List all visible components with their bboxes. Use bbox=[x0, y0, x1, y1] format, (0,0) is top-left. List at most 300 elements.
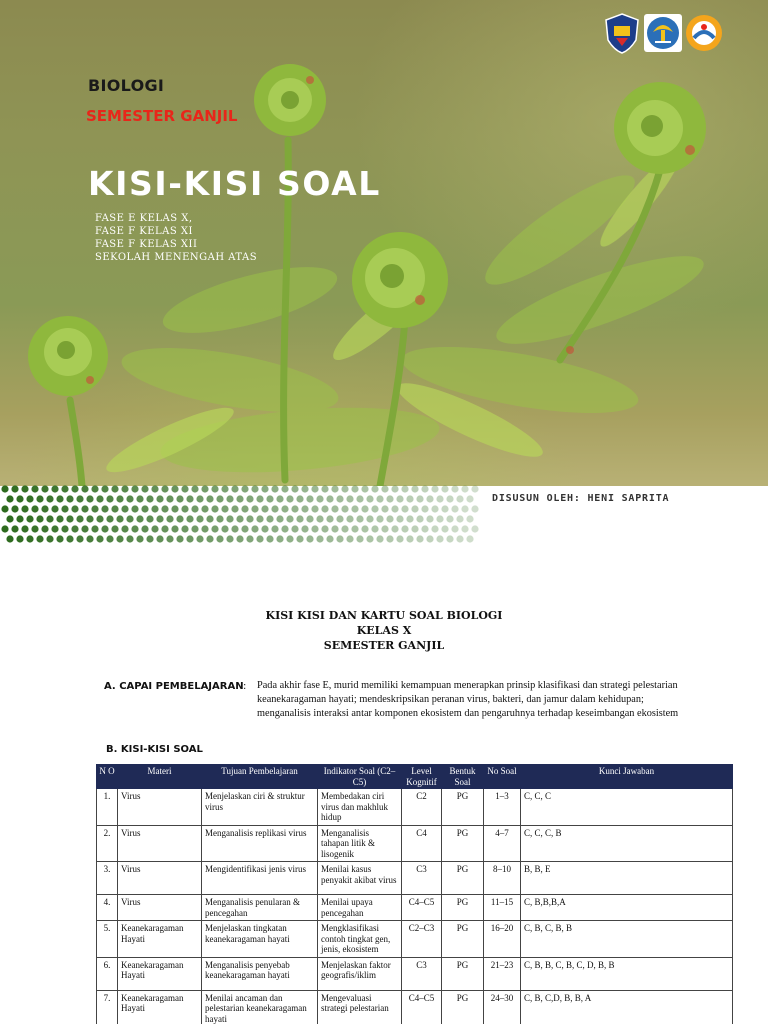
decorative-dot bbox=[371, 505, 378, 512]
decorative-dot bbox=[166, 495, 173, 502]
decorative-dot bbox=[91, 485, 98, 492]
decorative-dot bbox=[276, 495, 283, 502]
header-bentuk: Bentuk Soal bbox=[442, 765, 484, 789]
table-header-row bbox=[97, 765, 733, 789]
decorative-dot bbox=[331, 505, 338, 512]
decorative-dot bbox=[221, 525, 228, 532]
decorative-dot bbox=[166, 535, 173, 542]
header-tujuan: Tujuan Pembelajaran bbox=[202, 765, 318, 789]
decorative-dot bbox=[441, 485, 448, 492]
cell-nosoal: 1–3 bbox=[484, 789, 521, 826]
cell-tujuan: Menganalisis penularan & pencegahan bbox=[202, 895, 318, 921]
decorative-dot bbox=[256, 495, 263, 502]
section-a-label: A. CAPAI PEMBELAJARAN bbox=[104, 681, 244, 692]
decorative-dot bbox=[306, 515, 313, 522]
decorative-dot bbox=[281, 525, 288, 532]
decorative-dot bbox=[91, 525, 98, 532]
decorative-dot bbox=[131, 485, 138, 492]
tut-wuri-handayani-icon bbox=[643, 12, 683, 54]
decorative-dot bbox=[396, 535, 403, 542]
cell-kunci: C, B, C,D, B, B, A bbox=[521, 990, 733, 1024]
decorative-dot bbox=[401, 505, 408, 512]
decorative-dot bbox=[46, 535, 53, 542]
table-row bbox=[97, 862, 733, 895]
cell-tujuan: Menjelaskan ciri & struktur virus bbox=[202, 789, 318, 826]
decorative-dot bbox=[241, 525, 248, 532]
decorative-dot bbox=[51, 505, 58, 512]
decorative-dot bbox=[141, 525, 148, 532]
decorative-dot bbox=[446, 535, 453, 542]
decorative-dot bbox=[141, 505, 148, 512]
decorative-dot bbox=[456, 535, 463, 542]
decorative-dot bbox=[106, 515, 113, 522]
decorative-dot bbox=[61, 485, 68, 492]
decorative-dot bbox=[246, 535, 253, 542]
fase-line: FASE E KELAS X, bbox=[95, 213, 193, 224]
decorative-dot bbox=[151, 525, 158, 532]
decorative-dot bbox=[11, 525, 18, 532]
section-a-colon: : bbox=[243, 681, 247, 692]
cell-indikator: Menganalisis tahapan litik & lisogenik bbox=[318, 825, 402, 862]
cell-indikator: Mengklasifikasi contoh tingkat gen, jenis, ekosistem bbox=[318, 921, 402, 958]
decorative-dot bbox=[16, 495, 23, 502]
decorative-dot bbox=[36, 495, 43, 502]
decorative-dot bbox=[376, 535, 383, 542]
cell-indikator: Mengevaluasi strategi pelestarian bbox=[318, 990, 402, 1024]
cell-level: C4 bbox=[402, 825, 442, 862]
fase-line: FASE F KELAS XI bbox=[95, 226, 193, 237]
decorative-dot bbox=[1, 525, 8, 532]
cell-materi: Virus bbox=[118, 862, 202, 895]
decorative-dot bbox=[111, 525, 118, 532]
cell-no: 3. bbox=[97, 862, 118, 895]
decorative-dot bbox=[41, 485, 48, 492]
decorative-dot bbox=[366, 495, 373, 502]
decorative-dot bbox=[406, 515, 413, 522]
decorative-dot bbox=[66, 515, 73, 522]
header-nosoal: No Soal bbox=[484, 765, 521, 789]
cell-level: C4–C5 bbox=[402, 895, 442, 921]
decorative-dot bbox=[31, 505, 38, 512]
decorative-dot bbox=[336, 515, 343, 522]
decorative-dot bbox=[136, 495, 143, 502]
cell-level: C2 bbox=[402, 789, 442, 826]
decorative-dot bbox=[106, 495, 113, 502]
decorative-dot bbox=[336, 495, 343, 502]
decorative-dot bbox=[196, 535, 203, 542]
decorative-dot bbox=[421, 525, 428, 532]
decorative-dot bbox=[471, 485, 478, 492]
table-row bbox=[97, 921, 733, 958]
decorative-dot bbox=[211, 485, 218, 492]
decorative-dot bbox=[256, 535, 263, 542]
cell-materi: Virus bbox=[118, 825, 202, 862]
decorative-dot bbox=[386, 495, 393, 502]
decorative-dot bbox=[191, 485, 198, 492]
decorative-dot bbox=[136, 535, 143, 542]
decorative-dot bbox=[381, 505, 388, 512]
decorative-dot bbox=[341, 505, 348, 512]
decorative-dot bbox=[296, 535, 303, 542]
decorative-dot bbox=[126, 535, 133, 542]
decorative-dot bbox=[241, 485, 248, 492]
decorative-dot bbox=[316, 495, 323, 502]
decorative-dot bbox=[216, 495, 223, 502]
cell-bentuk: PG bbox=[442, 921, 484, 958]
decorative-dot bbox=[141, 485, 148, 492]
decorative-dot bbox=[366, 515, 373, 522]
decorative-dot bbox=[71, 525, 78, 532]
decorative-dot bbox=[306, 535, 313, 542]
decorative-dot bbox=[16, 535, 23, 542]
decorative-dot bbox=[251, 525, 258, 532]
decorative-dot bbox=[466, 515, 473, 522]
cell-kunci: C, B,B,B,A bbox=[521, 895, 733, 921]
decorative-dot bbox=[201, 485, 208, 492]
decorative-dot bbox=[431, 485, 438, 492]
decorative-dot bbox=[41, 525, 48, 532]
decorative-dot bbox=[166, 515, 173, 522]
decorative-dot bbox=[31, 525, 38, 532]
decorative-dot bbox=[401, 525, 408, 532]
decorative-dot bbox=[171, 505, 178, 512]
cell-tujuan: Menjelaskan tingkatan keanekaragaman hayati bbox=[202, 921, 318, 958]
cell-bentuk: PG bbox=[442, 862, 484, 895]
decorative-dot bbox=[51, 525, 58, 532]
cell-materi: Keanekaragaman Hayati bbox=[118, 957, 202, 990]
decorative-dot bbox=[116, 535, 123, 542]
decorative-dot bbox=[96, 535, 103, 542]
decorative-dot bbox=[266, 535, 273, 542]
cell-materi: Virus bbox=[118, 895, 202, 921]
decorative-dot bbox=[301, 485, 308, 492]
decorative-dot bbox=[321, 505, 328, 512]
cell-no: 7. bbox=[97, 990, 118, 1024]
decorative-dot-pattern bbox=[0, 484, 480, 550]
cell-no: 4. bbox=[97, 895, 118, 921]
decorative-dot bbox=[206, 535, 213, 542]
header-indikator: Indikator Soal (C2–C5) bbox=[318, 765, 402, 789]
decorative-dot bbox=[231, 525, 238, 532]
cell-tujuan: Menilai ancaman dan pelestarian keanekaragaman hayati bbox=[202, 990, 318, 1024]
decorative-dot bbox=[231, 485, 238, 492]
decorative-dot bbox=[261, 505, 268, 512]
cell-nosoal: 24–30 bbox=[484, 990, 521, 1024]
decorative-dot bbox=[186, 535, 193, 542]
decorative-dot bbox=[426, 515, 433, 522]
table-row bbox=[97, 957, 733, 990]
decorative-dot bbox=[11, 505, 18, 512]
decorative-dot bbox=[86, 515, 93, 522]
decorative-dot bbox=[456, 515, 463, 522]
decorative-dot bbox=[421, 485, 428, 492]
decorative-dot bbox=[406, 495, 413, 502]
author-credit: DISUSUN OLEH: HENI SAPRITA bbox=[492, 493, 670, 504]
decorative-dot bbox=[241, 505, 248, 512]
decorative-dot bbox=[361, 525, 368, 532]
decorative-dot bbox=[206, 515, 213, 522]
decorative-dot bbox=[411, 505, 418, 512]
section-b-label: B. KISI-KISI SOAL bbox=[106, 744, 203, 755]
decorative-dot bbox=[386, 515, 393, 522]
cell-no: 1. bbox=[97, 789, 118, 826]
decorative-dot bbox=[451, 505, 458, 512]
decorative-dot bbox=[221, 505, 228, 512]
decorative-dot bbox=[21, 505, 28, 512]
decorative-dot bbox=[466, 535, 473, 542]
decorative-dot bbox=[396, 495, 403, 502]
cell-level: C3 bbox=[402, 862, 442, 895]
decorative-dot bbox=[451, 485, 458, 492]
decorative-dot bbox=[41, 505, 48, 512]
fase-line: SEKOLAH MENENGAH ATAS bbox=[95, 252, 258, 263]
decorative-dot bbox=[276, 515, 283, 522]
decorative-dot bbox=[346, 515, 353, 522]
decorative-dot bbox=[216, 515, 223, 522]
decorative-dot bbox=[161, 525, 168, 532]
decorative-dot bbox=[261, 485, 268, 492]
decorative-dot bbox=[356, 515, 363, 522]
decorative-dot bbox=[171, 485, 178, 492]
decorative-dot bbox=[361, 485, 368, 492]
decorative-dot bbox=[61, 525, 68, 532]
decorative-dot bbox=[156, 535, 163, 542]
decorative-dot bbox=[266, 495, 273, 502]
decorative-dot bbox=[146, 515, 153, 522]
decorative-dot bbox=[421, 505, 428, 512]
cell-nosoal: 4–7 bbox=[484, 825, 521, 862]
decorative-dot bbox=[436, 495, 443, 502]
decorative-dot bbox=[376, 515, 383, 522]
cell-nosoal: 8–10 bbox=[484, 862, 521, 895]
decorative-dot bbox=[261, 525, 268, 532]
decorative-dot bbox=[76, 495, 83, 502]
decorative-dot bbox=[86, 535, 93, 542]
cell-bentuk: PG bbox=[442, 895, 484, 921]
decorative-dot bbox=[176, 515, 183, 522]
cell-bentuk: PG bbox=[442, 825, 484, 862]
decorative-dot bbox=[286, 495, 293, 502]
decorative-dot bbox=[366, 535, 373, 542]
decorative-dot bbox=[311, 505, 318, 512]
decorative-dot bbox=[146, 495, 153, 502]
decorative-dot bbox=[81, 505, 88, 512]
decorative-dot bbox=[321, 525, 328, 532]
decorative-dot bbox=[276, 535, 283, 542]
decorative-dot bbox=[196, 495, 203, 502]
fase-line: FASE F KELAS XII bbox=[95, 239, 198, 250]
decorative-dot bbox=[36, 515, 43, 522]
decorative-dot bbox=[281, 485, 288, 492]
decorative-dot bbox=[396, 515, 403, 522]
decorative-dot bbox=[296, 495, 303, 502]
decorative-dot bbox=[391, 525, 398, 532]
decorative-dot bbox=[21, 485, 28, 492]
decorative-dot bbox=[441, 525, 448, 532]
decorative-dot bbox=[116, 515, 123, 522]
decorative-dot bbox=[416, 535, 423, 542]
decorative-dot bbox=[251, 485, 258, 492]
decorative-dot bbox=[246, 495, 253, 502]
decorative-dot bbox=[101, 505, 108, 512]
decorative-dot bbox=[271, 505, 278, 512]
decorative-dot bbox=[161, 505, 168, 512]
cell-bentuk: PG bbox=[442, 957, 484, 990]
heading-line: KELAS X bbox=[356, 624, 412, 637]
table-row bbox=[97, 895, 733, 921]
decorative-dot bbox=[171, 525, 178, 532]
decorative-dot bbox=[71, 505, 78, 512]
decorative-dot bbox=[201, 525, 208, 532]
decorative-dot bbox=[461, 505, 468, 512]
decorative-dot bbox=[426, 535, 433, 542]
decorative-dot bbox=[6, 515, 13, 522]
decorative-dot bbox=[26, 535, 33, 542]
decorative-dot bbox=[126, 495, 133, 502]
decorative-dot bbox=[301, 525, 308, 532]
decorative-dot bbox=[181, 525, 188, 532]
decorative-dot bbox=[126, 515, 133, 522]
decorative-dot bbox=[321, 485, 328, 492]
heading-line: KISI KISI DAN KARTU SOAL BIOLOGI bbox=[265, 609, 503, 622]
decorative-dot bbox=[451, 525, 458, 532]
cell-tujuan: Mengidentifikasi jenis virus bbox=[202, 862, 318, 895]
decorative-dot bbox=[161, 485, 168, 492]
header-level: Level Kognitif bbox=[402, 765, 442, 789]
decorative-dot bbox=[1, 485, 8, 492]
decorative-dot bbox=[156, 495, 163, 502]
decorative-dot bbox=[211, 505, 218, 512]
decorative-dot bbox=[236, 515, 243, 522]
decorative-dot bbox=[181, 485, 188, 492]
decorative-dot bbox=[371, 525, 378, 532]
cell-kunci: C, B, B, C, B, C, D, B, B bbox=[521, 957, 733, 990]
decorative-dot bbox=[286, 515, 293, 522]
table-row bbox=[97, 789, 733, 826]
decorative-dot bbox=[101, 525, 108, 532]
province-crest-icon bbox=[602, 12, 642, 54]
decorative-dot bbox=[111, 505, 118, 512]
decorative-dot bbox=[66, 495, 73, 502]
cell-kunci: C, B, C, B, B bbox=[521, 921, 733, 958]
decorative-dot bbox=[181, 505, 188, 512]
decorative-dot bbox=[236, 495, 243, 502]
decorative-dot bbox=[291, 485, 298, 492]
kisi-kisi-table bbox=[96, 764, 733, 1024]
decorative-dot bbox=[61, 505, 68, 512]
decorative-dot bbox=[191, 505, 198, 512]
decorative-dot bbox=[461, 525, 468, 532]
decorative-dot bbox=[296, 515, 303, 522]
fase-list bbox=[95, 212, 257, 264]
decorative-dot bbox=[251, 505, 258, 512]
decorative-dot bbox=[431, 525, 438, 532]
decorative-dot bbox=[186, 495, 193, 502]
cell-tujuan: Menganalisis replikasi virus bbox=[202, 825, 318, 862]
decorative-dot bbox=[101, 485, 108, 492]
document-heading bbox=[0, 608, 768, 653]
decorative-dot bbox=[46, 495, 53, 502]
decorative-dot bbox=[56, 515, 63, 522]
decorative-dot bbox=[86, 495, 93, 502]
merdeka-belajar-icon bbox=[684, 12, 724, 54]
header-no: N O bbox=[97, 765, 118, 789]
semester-label: SEMESTER GANJIL bbox=[86, 107, 238, 125]
cell-materi: Keanekaragaman Hayati bbox=[118, 990, 202, 1024]
decorative-dot bbox=[326, 515, 333, 522]
decorative-dot bbox=[381, 525, 388, 532]
cell-no: 6. bbox=[97, 957, 118, 990]
decorative-dot bbox=[66, 535, 73, 542]
decorative-dot bbox=[381, 485, 388, 492]
decorative-dot bbox=[271, 525, 278, 532]
decorative-dot bbox=[461, 485, 468, 492]
decorative-dot bbox=[186, 515, 193, 522]
decorative-dot bbox=[356, 495, 363, 502]
decorative-dot bbox=[371, 485, 378, 492]
decorative-dot bbox=[341, 525, 348, 532]
decorative-dot bbox=[21, 525, 28, 532]
decorative-dot bbox=[441, 505, 448, 512]
decorative-dot bbox=[401, 485, 408, 492]
decorative-dot bbox=[236, 535, 243, 542]
decorative-dot bbox=[431, 505, 438, 512]
decorative-dot bbox=[36, 535, 43, 542]
decorative-dot bbox=[1, 505, 8, 512]
decorative-dot bbox=[346, 495, 353, 502]
decorative-dot bbox=[81, 485, 88, 492]
header-materi: Materi bbox=[118, 765, 202, 789]
decorative-dot bbox=[416, 515, 423, 522]
cell-indikator: Menilai upaya pencegahan bbox=[318, 895, 402, 921]
decorative-dot bbox=[226, 515, 233, 522]
decorative-dot bbox=[391, 505, 398, 512]
decorative-dot bbox=[466, 495, 473, 502]
decorative-dot bbox=[361, 505, 368, 512]
decorative-dot bbox=[271, 485, 278, 492]
decorative-dot bbox=[376, 495, 383, 502]
decorative-dot bbox=[316, 515, 323, 522]
decorative-dot bbox=[326, 495, 333, 502]
decorative-dot bbox=[281, 505, 288, 512]
decorative-dot bbox=[231, 505, 238, 512]
decorative-dot bbox=[471, 525, 478, 532]
decorative-dot bbox=[196, 515, 203, 522]
decorative-dot bbox=[6, 495, 13, 502]
decorative-dot bbox=[391, 485, 398, 492]
decorative-dot bbox=[151, 505, 158, 512]
subject-label: BIOLOGI bbox=[88, 76, 165, 95]
decorative-dot bbox=[81, 525, 88, 532]
decorative-dot bbox=[151, 485, 158, 492]
decorative-dot bbox=[406, 535, 413, 542]
cell-level: C3 bbox=[402, 957, 442, 990]
cell-indikator: Membedakan ciri virus dan makhluk hidup bbox=[318, 789, 402, 826]
decorative-dot bbox=[226, 495, 233, 502]
cell-level: C2–C3 bbox=[402, 921, 442, 958]
decorative-dot bbox=[26, 495, 33, 502]
decorative-dot bbox=[336, 535, 343, 542]
decorative-dot bbox=[256, 515, 263, 522]
cell-level: C4–C5 bbox=[402, 990, 442, 1024]
decorative-dot bbox=[446, 515, 453, 522]
decorative-dot bbox=[311, 525, 318, 532]
decorative-dot bbox=[71, 485, 78, 492]
decorative-dot bbox=[31, 485, 38, 492]
decorative-dot bbox=[301, 505, 308, 512]
decorative-dot bbox=[76, 535, 83, 542]
decorative-dot bbox=[176, 535, 183, 542]
